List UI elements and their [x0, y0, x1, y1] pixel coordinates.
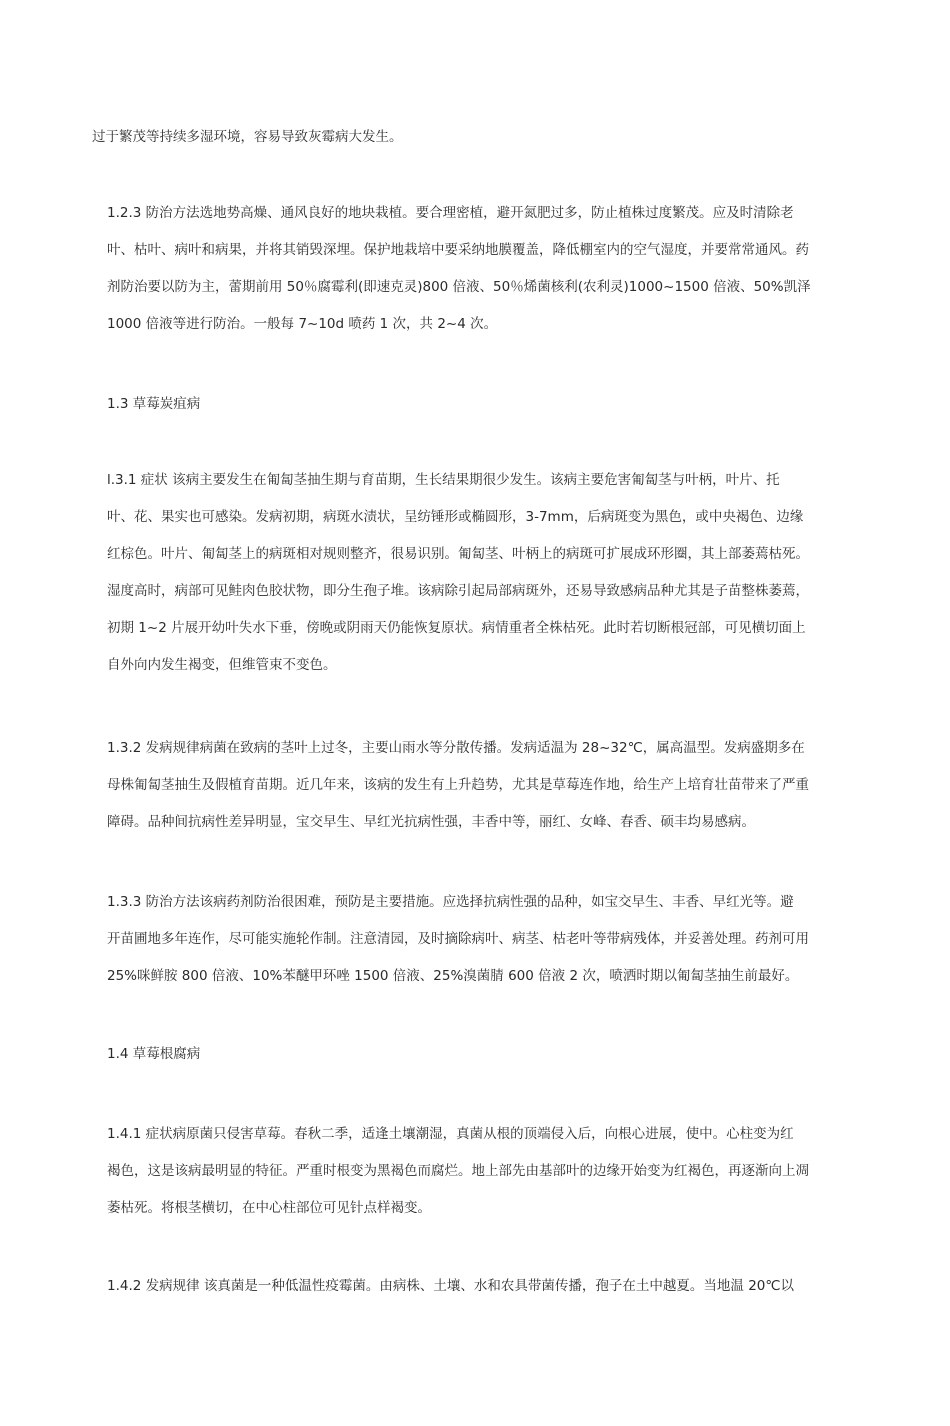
heading-1-4-root-rot — [92, 1036, 855, 1073]
section-heading: 1.3 草莓炭疽病 — [107, 396, 201, 412]
text-line: 25%咪鲜胺 800 倍液、10%苯醚甲环唑 1500 倍液、25%溴菌腈 600 倍液 2 次，喷洒时期以匍匐茎抽生前最好。 — [107, 968, 799, 984]
paragraph-1-4-2-pattern — [92, 1268, 855, 1305]
text-line: 自外向内发生褐变，但维管束不变色。 — [107, 657, 337, 673]
text-line: 红棕色。叶片、匍匐茎上的病斑相对规则整齐，很易识别。匍匐茎、叶柄上的病斑可扩展成环形圈，其上部萎蔫枯死。 — [107, 546, 809, 562]
paragraph-1-3-2-pattern — [92, 730, 855, 841]
paragraph-grey-mold-conditions — [92, 119, 840, 156]
text-line: 萎枯死。将根茎横切，在中心柱部位可见针点样褐变。 — [107, 1200, 431, 1216]
text-line: 叶、枯叶、病叶和病果，并将其销毁深埋。保护地栽培中要采纳地膜覆盖，降低棚室内的空气湿度，并要常常通风。药 — [107, 242, 809, 258]
text-line: 褐色，这是该病最明显的特征。严重时根变为黑褐色而腐烂。地上部先由基部叶的边缘开始变为红褐色，再逐渐向上凋 — [107, 1163, 809, 1179]
text-line: 1000 倍液等进行防治。一般每 7~10d 喷药 1 次，共 2~4 次。 — [107, 316, 498, 332]
paragraph-1-4-1-symptoms — [92, 1116, 855, 1227]
text-line: 开苗圃地多年连作，尽可能实施轮作制。注意清园，及时摘除病叶、病茎、枯老叶等带病残体，并妥善处理。药剂可用 — [107, 931, 809, 947]
text-line: l.3.1 症状 该病主要发生在匍匐茎抽生期与育苗期，生长结果期很少发生。该病主要危害匍匐茎与叶柄，叶片、托 — [107, 472, 780, 488]
text-line: 1.3.2 发病规律病菌在致病的茎叶上过冬，主要山雨水等分散传播。发病适温为 28~32℃，属高温型。发病盛期多在 — [107, 740, 805, 756]
section-heading: 1.4 草莓根腐病 — [107, 1046, 201, 1062]
paragraph-1-3-3-control — [92, 884, 855, 995]
text-line: 剂防治要以防为主，蕾期前用 50％腐霉利(即速克灵)800 倍液、50％烯菌核利(农利灵)1000~1500 倍液、50%凯泽 — [107, 279, 811, 295]
paragraph-1-2-3-control — [92, 195, 855, 343]
text-line: 过于繁茂等持续多湿环境，容易导致灰霉病大发生。 — [92, 129, 403, 145]
text-line: 障碍。品种间抗病性差异明显，宝交早生、早红光抗病性强，丰香中等，丽红、女峰、春香、硕丰均易感病。 — [107, 814, 755, 830]
text-line: 1.4.1 症状病原菌只侵害草莓。春秋二季，适逢土壤潮湿，真菌从根的顶端侵入后，向根心进展，使中。心柱变为红 — [107, 1126, 794, 1142]
text-line: 1.3.3 防治方法该病药剂防治很困难，预防是主要措施。应选择抗病性强的品种，如宝交早生、丰香、早红光等。避 — [107, 894, 794, 910]
text-line: 叶、花、果实也可感染。发病初期，病斑水渍状，呈纺锤形或椭圆形，3-7mm，后病斑变为黑色，或中央褐色、边缘 — [107, 509, 804, 525]
text-line: 湿度高时，病部可见鲑肉色胶状物，即分生孢子堆。该病除引起局部病斑外，还易导致感病品种尤其是子苗整株萎蔫， — [107, 583, 809, 599]
text-line: 母株匍匐茎抽生及假植育苗期。近几年来，该病的发生有上升趋势，尤其是草莓连作地，给生产上培育壮苗带来了严重 — [107, 777, 809, 793]
paragraph-1-3-1-symptoms — [92, 462, 855, 684]
text-line: 1.2.3 防治方法选地势高燥、通风良好的地块栽植。要合理密植，避开氮肥过多，防止植株过度繁茂。应及时清除老 — [107, 205, 794, 221]
text-line: 初期 1~2 片展开幼叶失水下垂，傍晚或阴雨天仍能恢复原状。病情重者全株枯死。此时若切断根冠部，可见横切面上 — [107, 620, 806, 636]
text-line: 1.4.2 发病规律 该真菌是一种低温性疫霉菌。由病株、土壤、水和农具带菌传播，孢子在土中越夏。当地温 20℃以 — [107, 1278, 795, 1294]
heading-1-3-anthracnose — [92, 386, 855, 423]
